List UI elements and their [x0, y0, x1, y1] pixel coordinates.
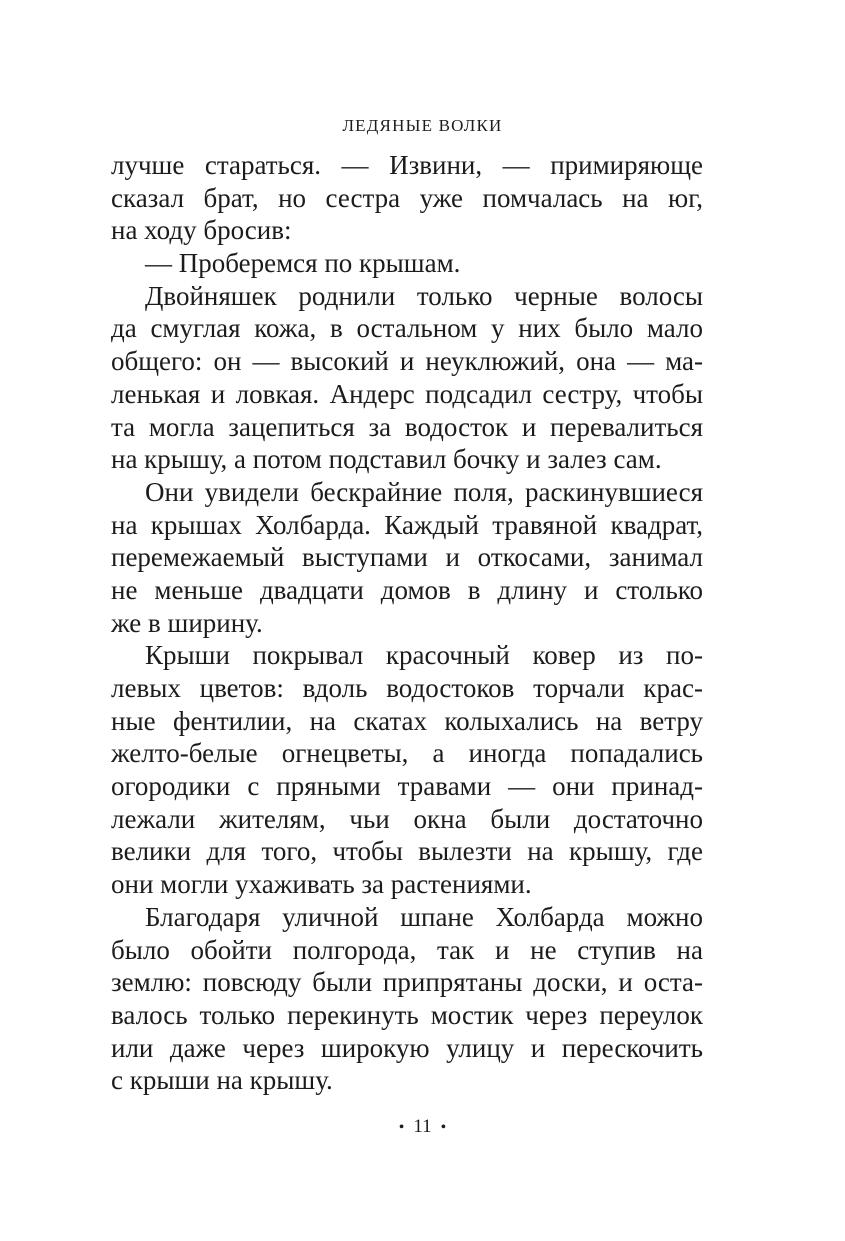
text-line: на ходу бросив:	[111, 215, 292, 246]
text-line: ные фентилии, на скатах колыхались на ветру	[111, 705, 703, 736]
running-head: ЛЕДЯНЫЕ ВОЛКИ	[342, 116, 503, 135]
text-line: Они увидели бескрайние поля, раскинувшиеся	[145, 476, 703, 507]
text-line: не меньше двадцати домов в длину и столько	[111, 574, 703, 605]
text-line: лежали жителям, чьи окна были достаточно	[111, 803, 703, 834]
text-line: велики для того, чтобы вылезти на крышу, где	[111, 836, 703, 867]
text-line: та могла зацепиться за водосток и перевалиться	[111, 411, 703, 442]
text-line: — Проберемся по крышам.	[145, 248, 461, 279]
text-line: же в ширину.	[111, 607, 263, 638]
text-line: огородики с пряными травами — они принад-	[111, 771, 703, 802]
folio-bullet-left: •	[398, 1119, 405, 1136]
text-line: лучше стараться. — Извини, — примиряюще	[111, 150, 703, 180]
text-line: на крышу, а потом подставил бочку и залез сам.	[111, 444, 662, 475]
text-line: землю: повсюду были припрятаны доски, и оста-	[111, 967, 703, 998]
text-line: на крышах Холбарда. Каждый травяной квадрат,	[111, 509, 703, 540]
text-line: левых цветов: вдоль водостоков торчали крас-	[111, 673, 703, 703]
text-line: или даже через широкую улицу и перескочить	[111, 1032, 703, 1063]
text-line: Двойняшек роднили только черные волосы	[145, 280, 703, 311]
body-text	[111, 149, 703, 1097]
text-line: перемежаемый выступами и откосами, занимал	[111, 542, 703, 573]
text-line: они могли ухаживать за растениями.	[111, 869, 532, 900]
folio-bullet-right: •	[440, 1119, 447, 1136]
text-line: Благодаря уличной шпане Холбарда можно	[145, 901, 703, 932]
text-line: желто-белые огнецветы, а иногда попадались	[111, 738, 703, 769]
text-line: с крыши на крышу.	[111, 1065, 333, 1096]
text-line: общего: он — высокий и неуклюжий, она — ма-	[111, 346, 703, 377]
text-line: было обойти полгорода, так и не ступив на	[111, 934, 703, 965]
text-line: ленькая и ловкая. Андерс подсадил сестру, чтобы	[111, 378, 703, 409]
text-line: да смуглая кожа, в остальном у них было мало	[111, 313, 703, 344]
page-number-value: 11	[413, 1116, 432, 1137]
text-line: Крыши покрывал красочный ковер из по-	[145, 640, 703, 671]
text-line: валось только перекинуть мостик через переулок	[111, 999, 703, 1030]
text-line: сказал брат, но сестра уже помчалась на юг,	[111, 182, 703, 213]
page-number	[0, 1115, 845, 1140]
